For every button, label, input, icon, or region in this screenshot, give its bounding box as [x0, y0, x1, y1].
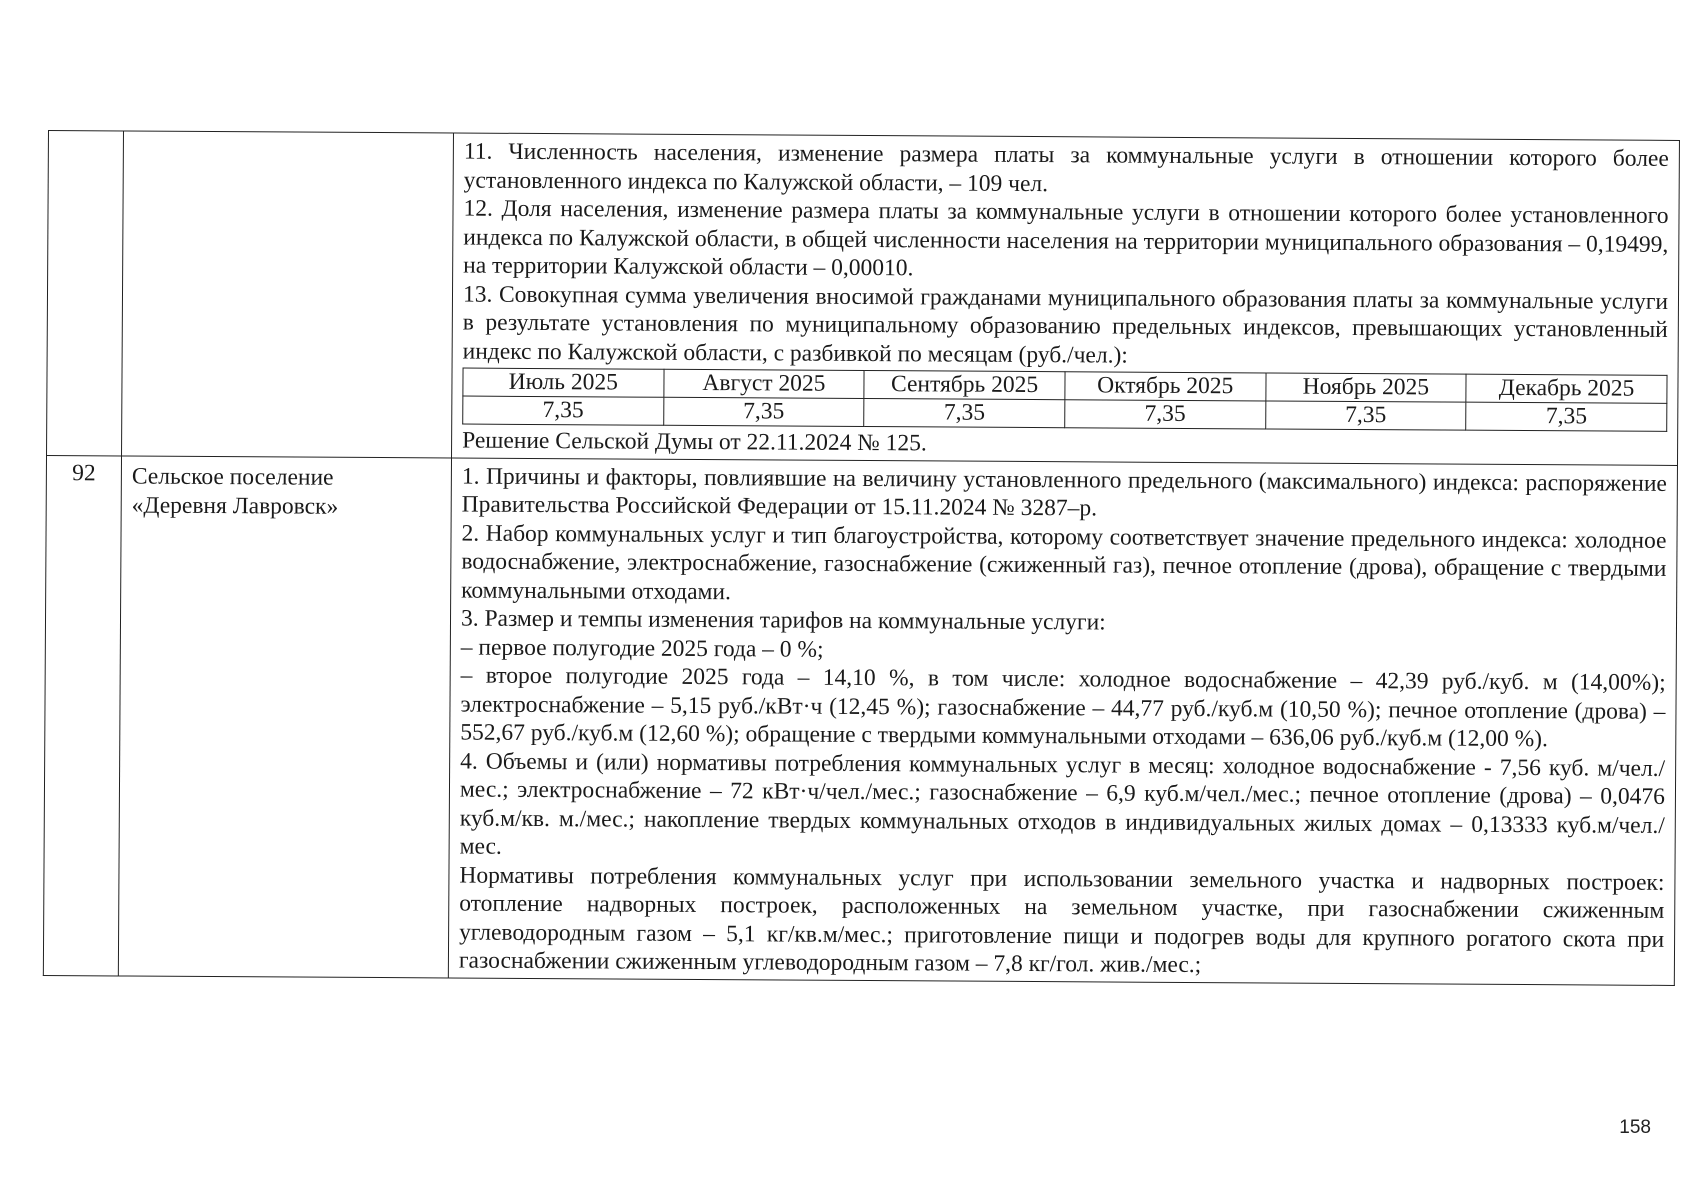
month-header: Август 2025: [664, 369, 865, 398]
row-number: 92: [43, 455, 121, 975]
item-1: 1. Причины и факторы, повлиявшие на величину установленного предельного (максимального) индекса: распоряжение Правительства Российской Федерации от 15.11.2024 № 3287–р.: [461, 463, 1667, 522]
item-3: 3. Размер и темпы изменения тарифов на коммунальные услуги:: [460, 605, 1106, 636]
month-header: Ноябрь 2025: [1265, 373, 1466, 402]
municipal-index-table: [43, 130, 1680, 985]
item-3-first-half: – первое полугодие 2025 года – 0 %;: [460, 634, 824, 663]
row-content-cell: [448, 457, 1677, 984]
item-2: 2. Набор коммунальных услуг и тип благоустройства, которому соответствует значение предельного индекса: холодное водоснабжение, электроснабжение, газоснабжение (сжиженный газ), печное отопление (дрова), обращение с твердыми коммунальными отходами.: [461, 520, 1667, 605]
month-value: 7,35: [1065, 400, 1266, 429]
item-4: 4. Объемы и (или) нормативы потребления коммунальных услуг в месяц: холодное водоснабжение - 7,56 куб. м/чел./мес.; электроснабжение – 72 кВт·ч/чел./мес.; газоснабжение – 6,9 куб.м/чел./мес.; печное отопление (дрова) – 0,0476 куб.м/кв. м./мес.; накопление твердых коммунальных отходов в индивидуальных жилых домах – 0,13333 куб.м/чел./мес.: [459, 748, 1666, 860]
municipality-name-line1: Сельское поселение: [131, 463, 334, 491]
table-row-92: [43, 455, 1677, 985]
months-value-row: [463, 396, 1667, 431]
municipality-name-line2: «Деревня Лавровск»: [131, 492, 339, 520]
month-header: Октябрь 2025: [1065, 372, 1266, 401]
row-name-cell-empty: [122, 131, 454, 458]
monthly-increase-table: [462, 368, 1667, 432]
item-12: 12. Доля населения, изменение размера платы за коммунальные услуги в отношении которого более установленного индекса по Калужской области, в общей численности населения на территории муниципального образования – 0,19499, на территории Калужской области – 0,00010.: [463, 195, 1669, 282]
item-3-second-half: – второе полугодие 2025 года – 14,10 %, в том числе: холодное водоснабжение – 42,39 руб./куб. м (14,00%); электроснабжение – 5,15 руб./кВт·ч (12,45 %); газоснабжение – 44,77 руб./куб.м (10,50 %); печное отопление (дрова) – 552,67 руб./куб.м (12,60 %); обращение с твердыми коммунальными отходами – 636,06 руб./куб.м (12,00 %).: [460, 662, 1666, 753]
month-header: Июль 2025: [463, 368, 664, 397]
month-value: 7,35: [463, 396, 664, 425]
item-13: 13. Совокупная сумма увеличения вносимой гражданами муниципального образования платы за коммунальные услуги в результате установления по муниципальному образованию предельных индексов, превышающих установленный индекс по Калужской области, с разбивкой по месяцам (руб./чел.):: [462, 281, 1669, 369]
decision-text: Решение Сельской Думы от 22.11.2024 № 125.: [462, 427, 927, 457]
month-value: 7,35: [1265, 401, 1466, 430]
month-header: Декабрь 2025: [1466, 374, 1667, 403]
page-number: 158: [1619, 1117, 1651, 1138]
municipality-name: [118, 455, 451, 977]
land-plot-norms: Нормативы потребления коммунальных услуг при использовании земельного участка и надворных построек: отопление надворных построек, расположенных на земельном участке, при газоснабжении сжиженным углеводородным газом – 5,1 кг/кв.м/мес.; приготовление пищи и подогрев воды для крупного рогатого скота при газоснабжении сжиженным углеводородным газом – 7,8 кг/гол. жив./мес.;: [458, 862, 1665, 979]
table-row-continued: [47, 131, 1680, 465]
item-11: 11. Численность населения, изменение размера платы за коммунальные услуги в отношении которого более установленного индекса по Калужской области, – 109 чел.: [463, 138, 1669, 197]
row-number-cell-empty: [47, 131, 124, 456]
month-header: Сентябрь 2025: [864, 370, 1065, 399]
row-content-cell: [452, 133, 1680, 465]
month-value: 7,35: [864, 398, 1065, 427]
month-value: 7,35: [1466, 402, 1667, 431]
month-value: 7,35: [663, 397, 864, 426]
